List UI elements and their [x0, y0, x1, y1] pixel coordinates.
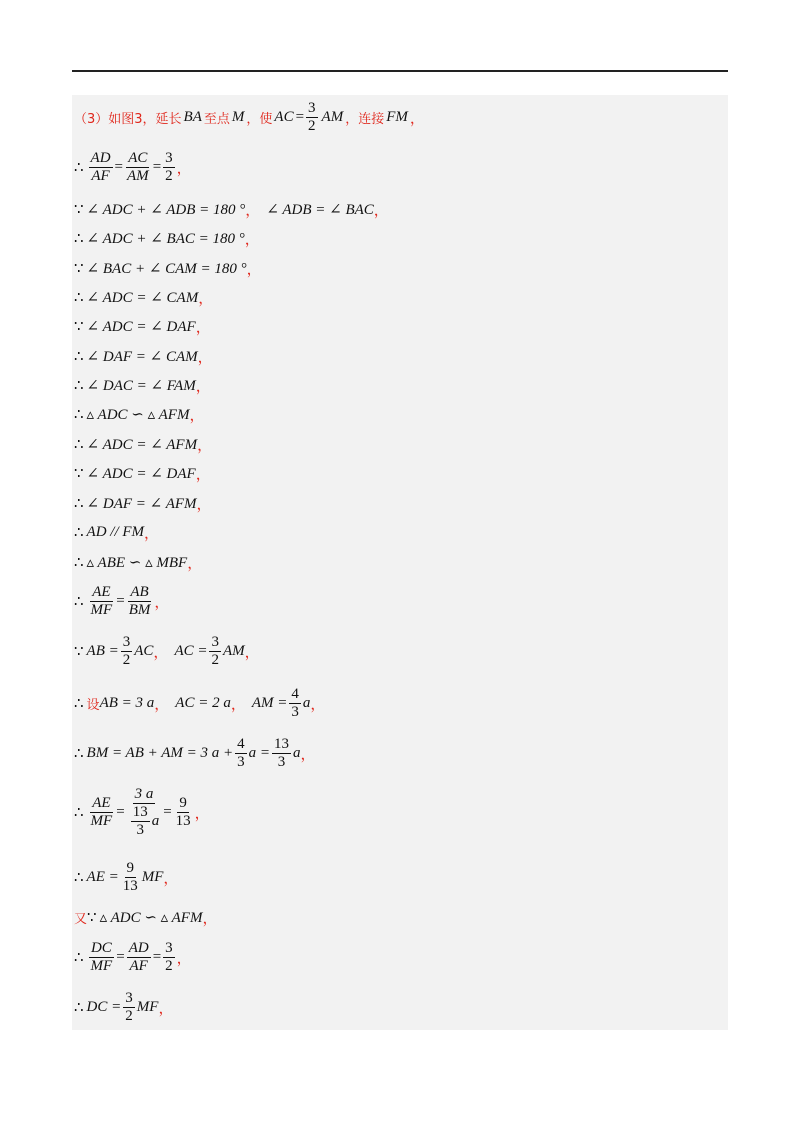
fraction-ae-mf: $\frac{AE}{MF}$: [90, 584, 113, 618]
because-symbol: ∵: [74, 202, 84, 218]
seg-fm: FM: [386, 109, 408, 125]
fraction-9-13: $\frac{9}{13}$: [175, 795, 191, 829]
fraction: $\frac{3}{2}$: [125, 990, 133, 1024]
fraction-ad-af: $\frac{AD}{AF}$: [128, 940, 149, 974]
step-line-21: ∴ AE = $\frac{9}{13}$ MF ，: [74, 860, 179, 894]
step-line-24: ∴ DC = $\frac{3}{2}$ MF ，: [74, 990, 174, 1024]
seg-am: AM: [321, 109, 344, 125]
step-line-13: ∴ ∠ DAF = ∠ AFM ，: [74, 495, 212, 513]
step-line-10: ∴ ▵ ADC ∽ ▵ AFM ，: [74, 406, 205, 424]
equals: =: [295, 109, 305, 125]
complex-fraction: 3 a $\frac{13}{3}$ a: [132, 786, 160, 838]
point-m: M: [231, 109, 245, 125]
fraction: $\frac{13}{3}$: [274, 736, 290, 770]
step-line-5: ∵ ∠ BAC + ∠ CAM = 180 ° ，: [74, 260, 262, 278]
step-line-15: ∴ ▵ ABE ∽ ▵ MBF ，: [74, 554, 203, 572]
step-line-20: ∴ $\frac{AE}{MF}$ = 3 a $\frac{13}{3}$ a = $\frac{9}{13}$ ，: [74, 786, 210, 838]
fraction-3-2: $\frac{3}{2}$: [165, 150, 173, 184]
header-rule: [72, 70, 728, 72]
step-line-17: ∵ AB = $\frac{3}{2}$ AC ， AC = $\frac{3}{2}$ AM ，: [74, 634, 260, 668]
fraction: $\frac{3}{2}$: [211, 634, 219, 668]
step-line-6: ∴ ∠ ADC = ∠ CAM ，: [74, 289, 214, 307]
fraction: $\frac{3}{2}$: [308, 100, 316, 134]
step-line-9: ∴ ∠ DAC = ∠ FAM ，: [74, 377, 211, 395]
step-line-11: ∴ ∠ ADC = ∠ AFM ，: [74, 436, 213, 454]
text-shi: ，使: [246, 112, 273, 127]
fraction: $\frac{3}{2}$: [122, 634, 131, 668]
step-line-14: ∴ AD // FM ，: [74, 524, 160, 542]
step-line-22: 又 ∵ ▵ ADC ∽ ▵ AFM ，: [74, 909, 218, 927]
fraction: $\frac{4}{3}$: [237, 736, 245, 770]
step-line-23: ∴ $\frac{DC}{MF}$ = $\frac{AD}{AF}$ = $\frac{3}{2}$ ，: [74, 940, 192, 974]
fraction-ae-mf: $\frac{AE}{MF}$: [90, 795, 113, 829]
fraction-3-2: $\frac{3}{2}$: [165, 940, 173, 974]
fraction-ac-am: $\frac{AC}{AM}$: [127, 150, 149, 184]
step-line-7: ∵ ∠ ADC = ∠ DAF ，: [74, 318, 211, 336]
step-line-19: ∴ BM = AB + AM = 3 a + $\frac{4}{3}$ a = $\frac{13}{3}$ a ，: [74, 736, 316, 770]
step-line-1: （3）如图3，延长 BA 至点 M ，使 AC = $\frac{3}{2}$ AM ，连接 FM ，: [74, 100, 425, 134]
step-line-16: ∴ $\frac{AE}{MF}$ = $\frac{AB}{BM}$ ，: [74, 584, 170, 618]
seg-ac: AC: [274, 109, 294, 125]
step-line-8: ∴ ∠ DAF = ∠ CAM ，: [74, 348, 213, 366]
fraction-ad-af: $\frac{AD}{AF}$: [90, 150, 111, 184]
text-lianjie: ，连接: [345, 112, 385, 127]
text-zhidian: 至点: [203, 112, 230, 127]
step-line-2: ∴ $\frac{AD}{AF}$ = $\frac{AC}{AM}$ = $\frac{3}{2}$ ，: [74, 150, 192, 184]
fraction: $\frac{9}{13}$: [122, 860, 138, 894]
step-line-4: ∴ ∠ ADC + ∠ BAC = 180 ° ，: [74, 230, 260, 248]
fraction-dc-mf: $\frac{DC}{MF}$: [90, 940, 113, 974]
step-line-3: ∵ ∠ ADC + ∠ ADB = 180 ° ， ∠ ADB = ∠ BAC ，: [74, 201, 389, 219]
seg-ba: BA: [183, 109, 202, 125]
fraction-ab-bm: $\frac{AB}{BM}$: [128, 584, 151, 618]
therefore-symbol: ∴: [74, 160, 84, 176]
step-line-12: ∵ ∠ ADC = ∠ DAF ，: [74, 465, 211, 483]
fraction: $\frac{4}{3}$: [291, 686, 299, 720]
step-line-18: ∴ 设 AB = 3 a ， AC = 2 a ， AM = $\frac{4}{3}$ a ，: [74, 686, 326, 720]
step-intro: （3）如图3，延长: [74, 112, 182, 127]
